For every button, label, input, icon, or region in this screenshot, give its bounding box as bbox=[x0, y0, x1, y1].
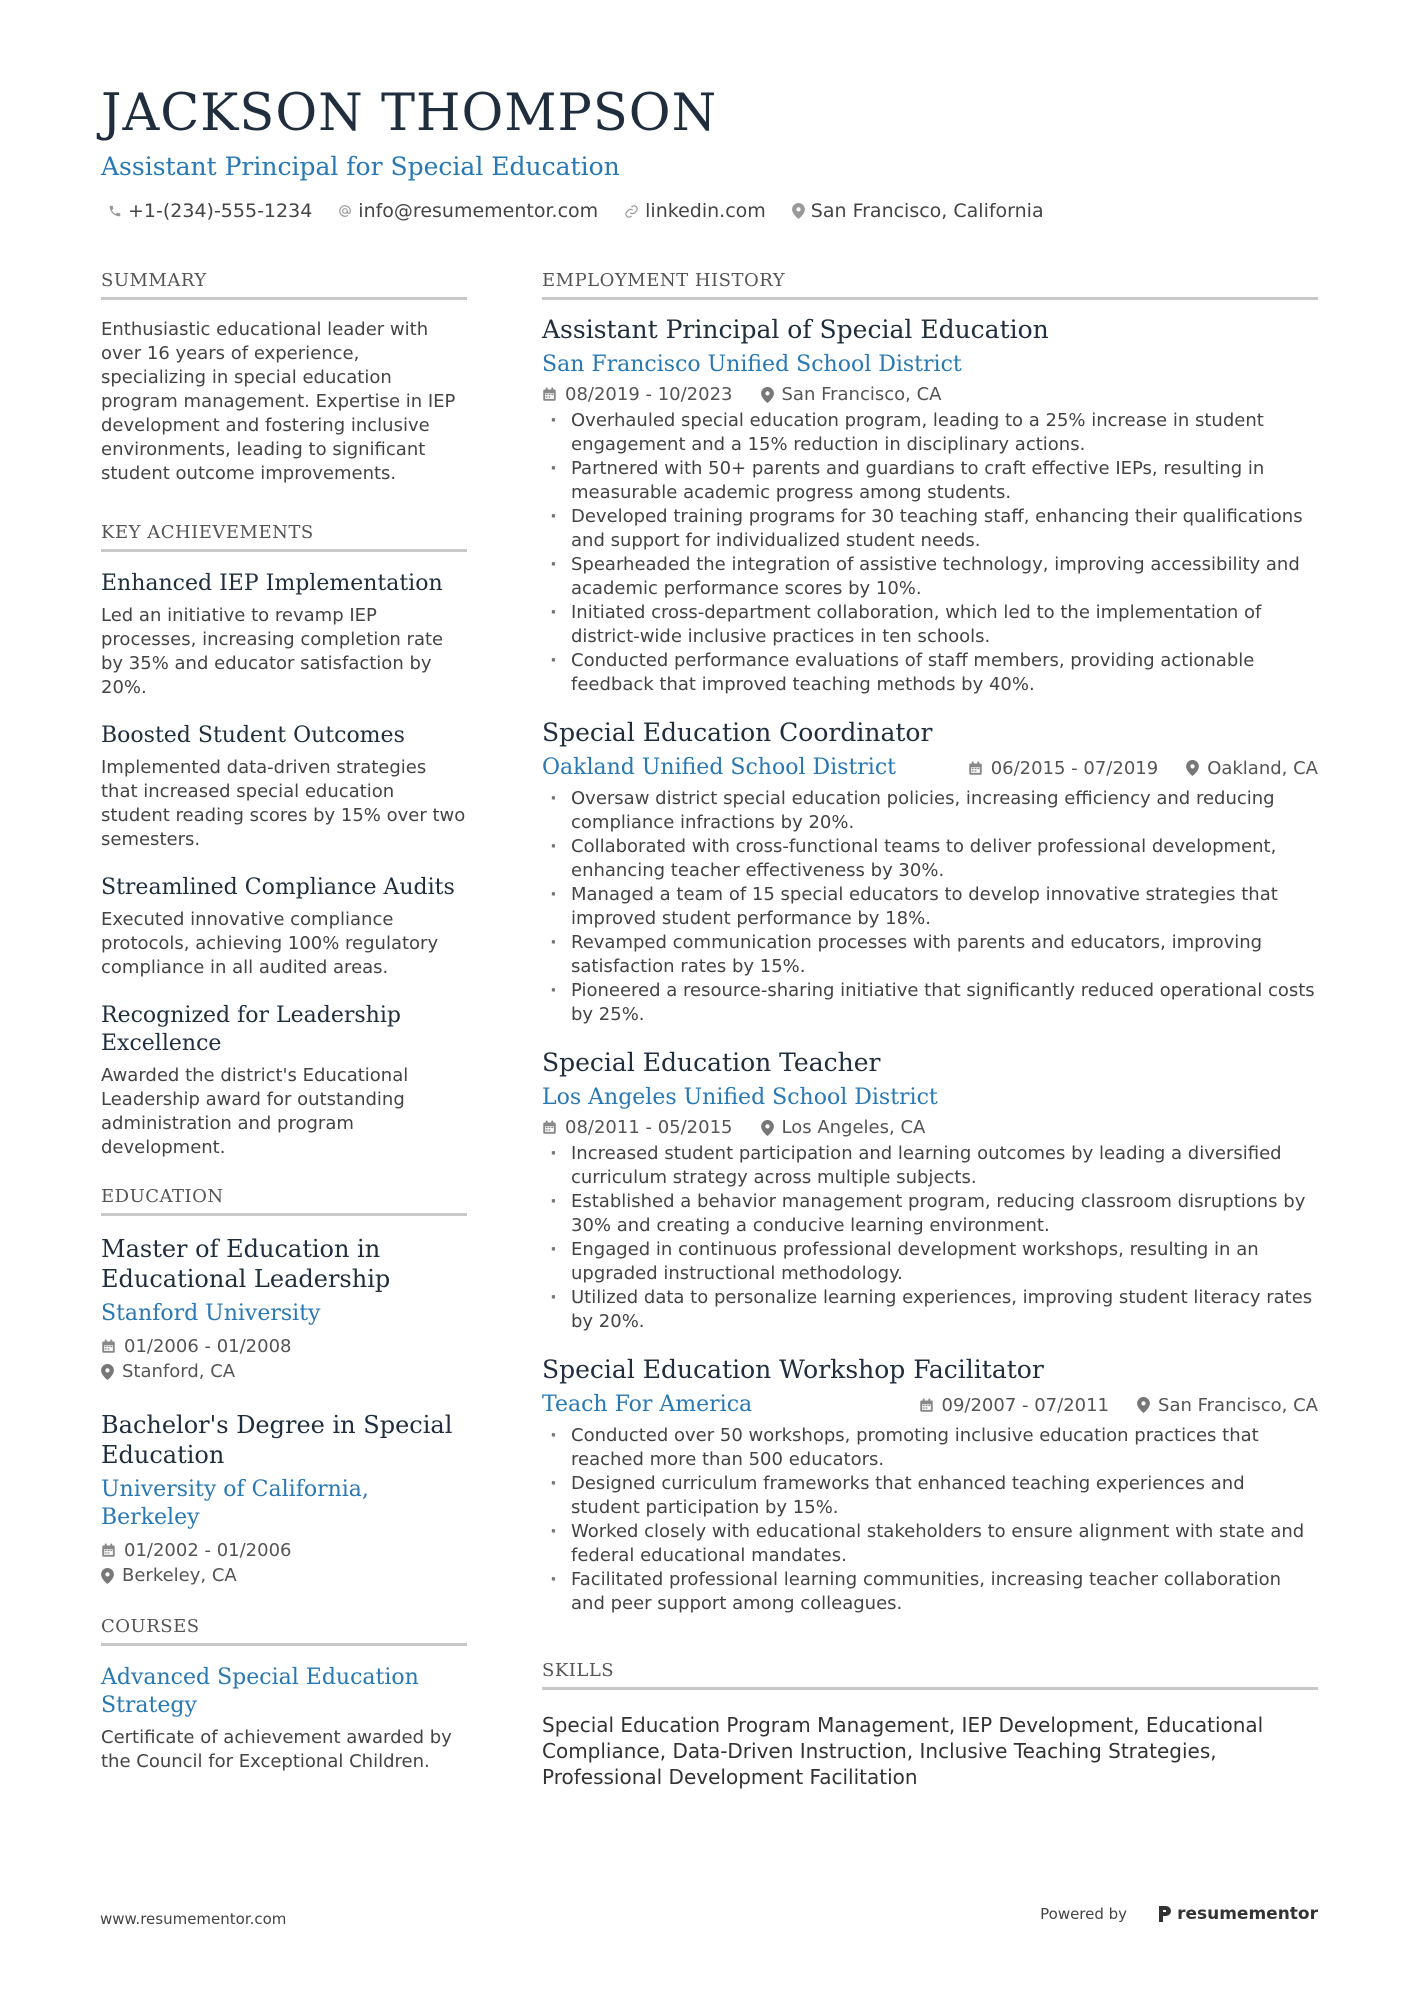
education-location bbox=[101, 1359, 467, 1384]
job-dates bbox=[919, 1395, 1110, 1416]
education-item bbox=[101, 1234, 467, 1384]
job-company: Los Angeles Unified School District bbox=[542, 1085, 938, 1110]
job-dates bbox=[542, 1117, 733, 1138]
education-item bbox=[101, 1410, 467, 1588]
job-entry bbox=[542, 717, 1318, 1027]
job-meta bbox=[891, 1395, 1318, 1416]
job-title: Special Education Coordinator bbox=[542, 718, 933, 747]
location-icon bbox=[761, 1120, 774, 1136]
job-location-text: Los Angeles, CA bbox=[781, 1117, 926, 1138]
achievements-section bbox=[101, 522, 467, 1160]
education-location-text: Stanford, CA bbox=[122, 1361, 236, 1382]
location-icon bbox=[1186, 760, 1199, 776]
candidate-name: JACKSON THOMPSON bbox=[101, 84, 718, 143]
contact-location-text: San Francisco, California bbox=[810, 200, 1044, 222]
job-location bbox=[761, 1117, 926, 1138]
education-location bbox=[101, 1563, 467, 1588]
location-icon bbox=[792, 203, 805, 219]
job-bullet: · Developed training programs for 30 teaching staff, enhancing their qualifications and support for individualized student needs. bbox=[542, 505, 1318, 553]
calendar-icon bbox=[101, 1543, 116, 1558]
location-icon bbox=[1137, 1397, 1150, 1413]
job-bullet: · Facilitated professional learning communities, increasing teacher collaboration and peer support among colleagues. bbox=[542, 1568, 1318, 1616]
contact-phone bbox=[108, 200, 312, 222]
summary-heading: SUMMARY bbox=[101, 270, 467, 300]
job-bullet: · Conducted over 50 workshops, promoting inclusive education practices that reached more than 500 educators. bbox=[542, 1424, 1318, 1472]
education-school: Stanford University bbox=[101, 1301, 321, 1326]
contact-location bbox=[792, 200, 1044, 222]
job-bullets bbox=[542, 787, 1318, 1027]
achievement-item bbox=[101, 1002, 467, 1160]
footer-branding bbox=[1040, 1904, 1318, 1924]
job-entry bbox=[542, 314, 1318, 697]
contact-bar bbox=[108, 200, 1070, 222]
achievements-heading: KEY ACHIEVEMENTS bbox=[101, 522, 467, 552]
contact-email-text: info@resumementor.com bbox=[358, 200, 599, 222]
job-bullet: · Utilized data to personalize learning experiences, improving student literacy rates by 20%. bbox=[542, 1286, 1318, 1334]
calendar-icon bbox=[542, 387, 557, 402]
summary-text: Enthusiastic educational leader with over 16 years of experience, specializing in special education program management. Expertise in IEP development and fostering inclusive environments, leading to significant student outcome improvements. bbox=[101, 319, 456, 484]
job-bullet: · Established a behavior management program, reducing classroom disruptions by 30% and creating a conducive learning environment. bbox=[542, 1190, 1318, 1238]
employment-heading: EMPLOYMENT HISTORY bbox=[542, 270, 1318, 300]
job-bullet: · Conducted performance evaluations of staff members, providing actionable feedback that improved teaching methods by 40%. bbox=[542, 649, 1318, 697]
skills-section bbox=[542, 1660, 1318, 1790]
job-location bbox=[761, 384, 942, 405]
achievement-text: Implemented data-driven strategies that increased special education student reading scores by 15% over two semesters. bbox=[101, 757, 466, 850]
job-bullet: · Pioneered a resource-sharing initiative that significantly reduced operational costs by 25%. bbox=[542, 979, 1318, 1027]
job-bullet: · Overhauled special education program, leading to a 25% increase in student engagement and a 15% reduction in disciplinary actions. bbox=[542, 409, 1318, 457]
education-school: University of California, Berkeley bbox=[101, 1477, 369, 1530]
achievement-text: Led an initiative to revamp IEP processes, increasing completion rate by 35% and educator satisfaction by 20%. bbox=[101, 605, 444, 698]
footer-website[interactable]: www.resumementor.com bbox=[100, 1910, 287, 1928]
job-bullet: · Managed a team of 15 special educators to develop innovative strategies that improved student performance by 18%. bbox=[542, 883, 1318, 931]
course-item bbox=[101, 1664, 467, 1774]
job-dates bbox=[542, 384, 733, 405]
job-company: San Francisco Unified School District bbox=[542, 352, 962, 377]
location-icon bbox=[761, 387, 774, 403]
calendar-icon bbox=[919, 1398, 934, 1413]
contact-linkedin bbox=[624, 200, 766, 222]
candidate-title: Assistant Principal for Special Education bbox=[101, 152, 620, 181]
education-dates-text: 01/2002 - 01/2006 bbox=[124, 1540, 292, 1561]
job-dates-text: 09/2007 - 07/2011 bbox=[941, 1394, 1110, 1416]
calendar-icon bbox=[542, 1120, 557, 1135]
skills-text: Special Education Program Management, IEP Development, Educational Compliance, Data-Driven Instruction, Inclusive Teaching Strategies, Professional Development Facilitation bbox=[542, 1713, 1264, 1789]
job-entry bbox=[542, 1354, 1318, 1616]
job-dates bbox=[968, 758, 1159, 779]
job-bullet: · Oversaw district special education policies, increasing efficiency and reducing compliance infractions by 20%. bbox=[542, 787, 1318, 835]
achievement-item bbox=[101, 722, 467, 852]
job-dates-text: 08/2019 - 10/2023 bbox=[565, 384, 733, 405]
job-company: Oakland Unified School District bbox=[542, 755, 896, 780]
job-location bbox=[1186, 758, 1318, 779]
link-icon bbox=[624, 204, 639, 219]
job-dates-text: 08/2011 - 05/2015 bbox=[565, 1117, 733, 1138]
job-company-row bbox=[542, 1390, 1318, 1420]
calendar-icon bbox=[101, 1339, 116, 1354]
achievement-title: Recognized for Leadership Excellence bbox=[101, 1003, 401, 1056]
phone-icon bbox=[108, 204, 122, 218]
achievement-item bbox=[101, 874, 467, 980]
job-bullets bbox=[542, 1424, 1318, 1616]
summary-section bbox=[101, 270, 467, 486]
job-company-row bbox=[542, 753, 1318, 783]
course-text: Certificate of achievement awarded by the Council for Exceptional Children. bbox=[101, 1727, 452, 1772]
education-degree: Bachelor's Degree in Special Education bbox=[101, 1411, 453, 1469]
achievement-title: Boosted Student Outcomes bbox=[101, 723, 405, 748]
resumementor-logo-icon bbox=[1157, 1904, 1173, 1924]
job-company: Teach For America bbox=[542, 1392, 753, 1417]
job-bullet: · Partnered with 50+ parents and guardians to craft effective IEPs, resulting in measurable academic progress among students. bbox=[542, 457, 1318, 505]
job-bullet: · Collaborated with cross-functional teams to deliver professional development, enhancing teacher effectiveness by 30%. bbox=[542, 835, 1318, 883]
employment-section bbox=[542, 270, 1318, 1616]
left-column bbox=[101, 270, 467, 1774]
job-entry bbox=[542, 1047, 1318, 1334]
job-title: Special Education Workshop Facilitator bbox=[542, 1355, 1044, 1384]
job-location bbox=[1137, 1395, 1318, 1416]
courses-heading: COURSES bbox=[101, 1616, 467, 1646]
contact-linkedin-text: linkedin.com bbox=[645, 200, 766, 222]
course-title: Advanced Special Education Strategy bbox=[101, 1665, 419, 1718]
education-dates bbox=[101, 1538, 467, 1563]
job-bullet: · Increased student participation and learning outcomes by leading a diversified curriculum strategy across multiple subjects. bbox=[542, 1142, 1318, 1190]
contact-phone-text: +1-(234)-555-1234 bbox=[128, 200, 313, 222]
job-meta bbox=[940, 758, 1318, 779]
job-bullets bbox=[542, 1142, 1318, 1334]
job-bullets bbox=[542, 409, 1318, 697]
achievement-item bbox=[101, 570, 467, 700]
education-section bbox=[101, 1186, 467, 1588]
job-location-text: San Francisco, CA bbox=[1158, 1394, 1318, 1416]
courses-section bbox=[101, 1616, 467, 1774]
job-dates-text: 06/2015 - 07/2019 bbox=[990, 757, 1159, 779]
skills-heading: SKILLS bbox=[542, 1660, 1318, 1690]
contact-email bbox=[338, 200, 598, 222]
location-icon bbox=[101, 1364, 114, 1380]
calendar-icon bbox=[968, 761, 983, 776]
job-bullet: · Engaged in continuous professional development workshops, resulting in an upgraded instructional methodology. bbox=[542, 1238, 1318, 1286]
achievement-text: Awarded the district's Educational Leadership award for outstanding administration and program development. bbox=[101, 1065, 409, 1158]
education-degree: Master of Education in Educational Leadership bbox=[101, 1235, 391, 1293]
at-icon bbox=[338, 204, 352, 218]
job-bullet: · Revamped communication processes with parents and educators, improving satisfaction rates by 15%. bbox=[542, 931, 1318, 979]
job-meta bbox=[542, 384, 1318, 405]
job-title: Assistant Principal of Special Education bbox=[542, 315, 1049, 344]
education-dates-text: 01/2006 - 01/2008 bbox=[124, 1336, 292, 1357]
education-dates bbox=[101, 1334, 467, 1359]
job-bullet: · Designed curriculum frameworks that enhanced teaching experiences and student participation by 15%. bbox=[542, 1472, 1318, 1520]
brand-name: resumementor bbox=[1177, 1904, 1318, 1924]
job-location-text: San Francisco, CA bbox=[781, 384, 942, 405]
achievement-title: Streamlined Compliance Audits bbox=[101, 875, 455, 900]
right-column bbox=[542, 270, 1318, 1790]
location-icon bbox=[101, 1568, 114, 1584]
achievement-title: Enhanced IEP Implementation bbox=[101, 571, 443, 596]
powered-by-label: Powered by bbox=[1040, 1905, 1128, 1923]
job-bullet: · Spearheaded the integration of assistive technology, improving accessibility and academic performance scores by 10%. bbox=[542, 553, 1318, 601]
job-title: Special Education Teacher bbox=[542, 1048, 881, 1077]
achievement-text: Executed innovative compliance protocols, achieving 100% regulatory compliance in all audited areas. bbox=[101, 909, 439, 978]
job-bullet: · Worked closely with educational stakeholders to ensure alignment with state and federal educational mandates. bbox=[542, 1520, 1318, 1568]
job-location-text: Oakland, CA bbox=[1207, 757, 1318, 779]
education-heading: EDUCATION bbox=[101, 1186, 467, 1216]
job-meta bbox=[542, 1117, 1318, 1138]
job-bullet: · Initiated cross-department collaboration, which led to the implementation of district-wide inclusive practices in ten schools. bbox=[542, 601, 1318, 649]
education-location-text: Berkeley, CA bbox=[122, 1565, 237, 1586]
brand-logo[interactable] bbox=[1157, 1904, 1318, 1924]
